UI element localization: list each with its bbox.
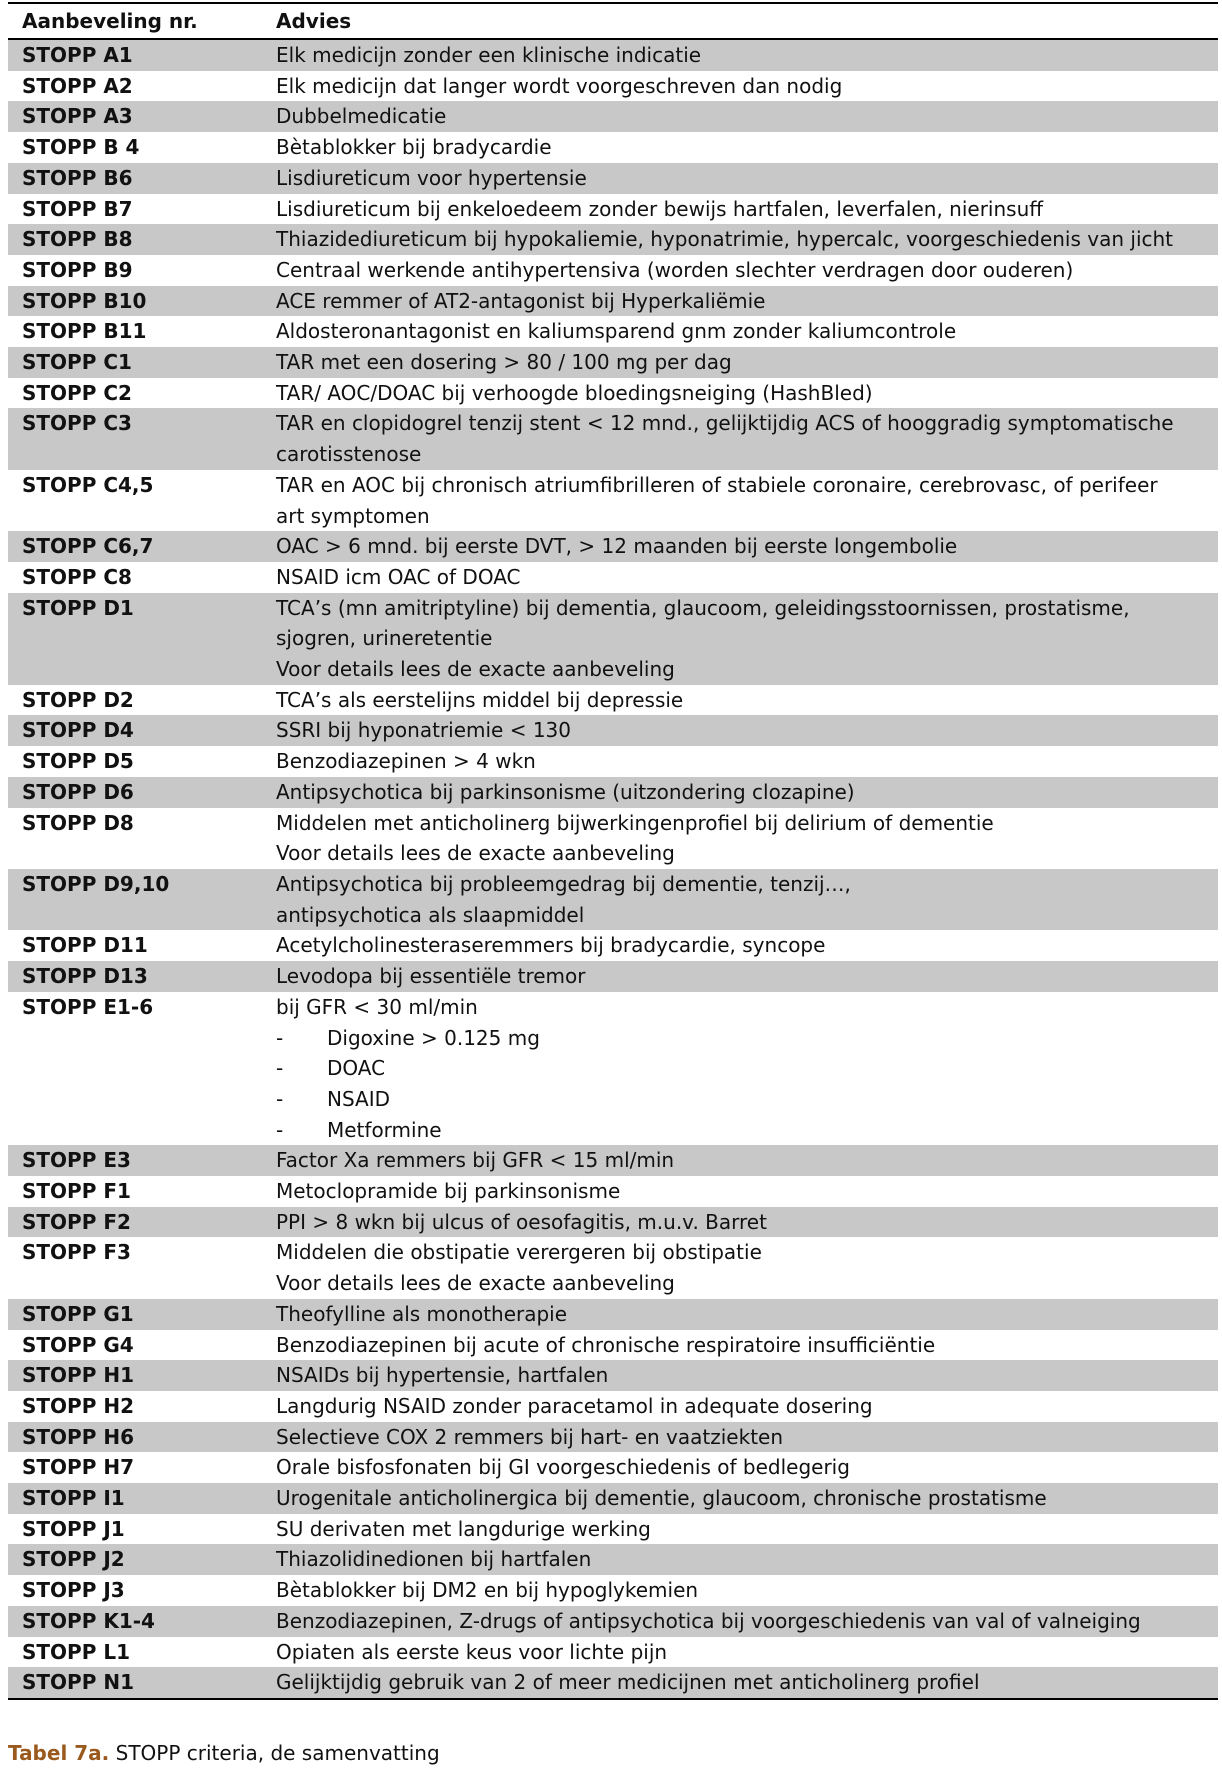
advice-text: Benzodiazepinen, Z-drugs of antipsychotica bij voorgeschiedenis van val of valneiging: [276, 1608, 1141, 1633]
table-row: [8, 746, 1218, 777]
table-row: [8, 132, 1218, 163]
advice-text: Levodopa bij essentiële tremor: [276, 964, 586, 989]
bullet-text: Digoxine > 0.125 mg: [327, 1025, 540, 1050]
recommendation-id: STOPP D1: [8, 593, 262, 685]
advice-cell: [262, 1514, 1218, 1545]
table-row: [8, 1606, 1218, 1637]
table-row: [8, 1237, 1218, 1298]
table-row: [8, 378, 1218, 409]
advice-text: Elk medicijn zonder een klinische indicatie: [276, 43, 702, 67]
advice-text: carotisstenose: [276, 442, 422, 467]
advice-text: OAC > 6 mnd. bij eerste DVT, > 12 maanden bij eerste longembolie: [276, 534, 958, 559]
advice-text: Middelen met anticholinerg bijwerkingenprofiel bij delirium of dementie: [276, 810, 994, 835]
advice-text: Selectieve COX 2 remmers bij hart- en vaatziekten: [276, 1424, 784, 1449]
advice-cell: [262, 562, 1218, 593]
advice-cell: [262, 39, 1218, 71]
recommendation-id: STOPP B11: [22, 319, 147, 344]
recommendation-id: STOPP D2: [22, 687, 134, 712]
advice-cell: [262, 777, 1218, 808]
table-row: [8, 1452, 1218, 1483]
table-row: [8, 715, 1218, 746]
column-header-advies: Advies: [262, 3, 1218, 39]
table-row: [8, 470, 1218, 531]
recommendation-id: STOPP D13: [8, 961, 262, 992]
recommendation-id: STOPP G4: [22, 1332, 134, 1357]
caption-text: STOPP criteria, de samenvatting: [109, 1741, 440, 1765]
table-row: [8, 1145, 1218, 1176]
advice-text: Antipsychotica bij parkinsonisme (uitzondering clozapine): [276, 779, 855, 804]
recommendation-id: STOPP B9: [22, 257, 133, 282]
advice-text: Benzodiazepinen > 4 wkn: [276, 749, 536, 774]
advice-cell: [262, 685, 1218, 716]
table-row: [8, 255, 1218, 286]
recommendation-id: STOPP C4,5: [22, 472, 154, 497]
table-body: [8, 39, 1218, 1699]
advice-text: PPI > 8 wkn bij ulcus of oesofagitis, m.u.v. Barret: [276, 1209, 767, 1234]
recommendation-id: STOPP H1: [8, 1360, 262, 1391]
advice-text: TAR en AOC bij chronisch atriumfibrilleren of stabiele coronaire, cerebrovasc, of perifeer: [276, 472, 1158, 497]
recommendation-id: STOPP L1: [22, 1639, 130, 1664]
advice-cell: [262, 1360, 1218, 1391]
recommendation-id: STOPP F3: [22, 1240, 131, 1265]
recommendation-id: STOPP J3: [22, 1578, 125, 1603]
recommendation-id: STOPP E1-6: [22, 994, 154, 1019]
recommendation-id: STOPP A2: [22, 73, 133, 98]
advice-cell: [262, 593, 1218, 685]
recommendation-id: STOPP A1: [8, 39, 262, 71]
table-row: [8, 1483, 1218, 1514]
advice-text: Gelijktijdig gebruik van 2 of meer medicijnen met anticholinerg profiel: [276, 1670, 980, 1695]
advice-cell: [262, 1422, 1218, 1453]
advice-text: Bètablokker bij DM2 en bij hypoglykemien: [276, 1578, 699, 1603]
advice-text: SU derivaten met langdurige werking: [276, 1516, 651, 1541]
advice-text: Bètablokker bij bradycardie: [276, 135, 552, 160]
advice-text: TAR met een dosering > 80 / 100 mg per dag: [276, 350, 732, 375]
advice-cell: [262, 961, 1218, 992]
recommendation-id: STOPP C1: [8, 347, 262, 378]
recommendation-id: STOPP J2: [8, 1544, 262, 1575]
advice-cell: [262, 286, 1218, 317]
recommendation-id: STOPP C2: [22, 380, 132, 405]
advice-cell: [262, 1606, 1218, 1637]
advice-text: Elk medicijn dat langer wordt voorgeschreven dan nodig: [276, 73, 843, 98]
advice-cell: [262, 316, 1218, 347]
table-row: [8, 1330, 1218, 1361]
advice-cell: [262, 1483, 1218, 1514]
advice-text: Orale bisfosfonaten bij GI voorgeschiedenis of bedlegerig: [276, 1455, 850, 1480]
advice-cell: [262, 869, 1218, 930]
bullet-text: NSAID: [327, 1086, 391, 1111]
recommendation-id: STOPP C6,7: [8, 531, 262, 562]
advice-cell: [262, 746, 1218, 777]
stopp-table: [8, 2, 1218, 1700]
table-row: [8, 930, 1218, 961]
table-row: [8, 1637, 1218, 1668]
recommendation-id: STOPP D11: [22, 933, 148, 958]
dash-bullet-icon: -: [276, 1117, 284, 1142]
advice-cell: [262, 1176, 1218, 1207]
recommendation-id: STOPP B 4: [22, 135, 140, 160]
advice-bullet-item: [276, 1084, 1218, 1115]
table-caption: [8, 1741, 440, 1765]
table-row: [8, 1667, 1218, 1699]
advice-cell: [262, 1330, 1218, 1361]
recommendation-id: STOPP G1: [8, 1299, 262, 1330]
table-row: [8, 347, 1218, 378]
recommendation-id: STOPP J1: [22, 1516, 125, 1541]
advice-cell: [262, 715, 1218, 746]
advice-cell: [262, 132, 1218, 163]
advice-bullet-item: [276, 1023, 1218, 1054]
table-row: [8, 562, 1218, 593]
advice-text: TAR en clopidogrel tenzij stent < 12 mnd., gelijktijdig ACS of hooggradig symptomatische: [276, 411, 1174, 436]
table-row: [8, 316, 1218, 347]
advice-cell: [262, 470, 1218, 531]
advice-cell: [262, 1299, 1218, 1330]
recommendation-id: STOPP C8: [22, 564, 132, 589]
advice-cell: [262, 1544, 1218, 1575]
advice-text: bij GFR < 30 ml/min: [276, 994, 478, 1019]
advice-cell: [262, 1145, 1218, 1176]
advice-text: Lisdiureticum voor hypertensie: [276, 165, 587, 190]
advice-text: art symptomen: [276, 503, 430, 528]
recommendation-id: STOPP E3: [8, 1145, 262, 1176]
advice-text: Centraal werkende antihypertensiva (worden slechter verdragen door ouderen): [276, 257, 1074, 282]
bullet-text: DOAC: [327, 1056, 386, 1081]
advice-cell: [262, 194, 1218, 225]
document: [8, 2, 1218, 1700]
advice-cell: [262, 163, 1218, 194]
advice-text: Thiazolidinedionen bij hartfalen: [276, 1547, 592, 1572]
table-row: [8, 194, 1218, 225]
advice-cell: [262, 1575, 1218, 1606]
advice-text: antipsychotica als slaapmiddel: [276, 902, 585, 927]
recommendation-id: STOPP F1: [22, 1179, 131, 1204]
table-row: [8, 808, 1218, 869]
recommendation-id: STOPP K1-4: [8, 1606, 262, 1637]
advice-text: Middelen die obstipatie verergeren bij obstipatie: [276, 1240, 762, 1265]
advice-cell: [262, 1452, 1218, 1483]
table-row: [8, 869, 1218, 930]
dash-bullet-icon: -: [276, 1025, 284, 1050]
advice-cell: [262, 1667, 1218, 1699]
advice-cell: [262, 378, 1218, 409]
advice-cell: [262, 1237, 1218, 1298]
table-row: [8, 1360, 1218, 1391]
advice-text: Urogenitale anticholinergica bij dementie, glaucoom, chronische prostatisme: [276, 1486, 1047, 1511]
advice-text: SSRI bij hyponatriemie < 130: [276, 718, 571, 743]
advice-text: NSAID icm OAC of DOAC: [276, 564, 521, 589]
column-header-aanbeveling: Aanbeveling nr.: [8, 3, 262, 39]
table-row: [8, 224, 1218, 255]
recommendation-id: STOPP H7: [22, 1455, 134, 1480]
advice-text: Langdurig NSAID zonder paracetamol in adequate dosering: [276, 1393, 873, 1418]
advice-text: sjogren, urineretentie: [276, 626, 493, 651]
advice-text: Theofylline als monotherapie: [276, 1301, 568, 1326]
table-row: [8, 593, 1218, 685]
recommendation-id: STOPP B6: [8, 163, 262, 194]
advice-text: NSAIDs bij hypertensie, hartfalen: [276, 1363, 609, 1388]
recommendation-id: STOPP D4: [8, 715, 262, 746]
advice-cell: [262, 930, 1218, 961]
recommendation-id: STOPP F2: [8, 1207, 262, 1238]
dash-bullet-icon: -: [276, 1086, 284, 1111]
advice-text: TCA’s als eerstelijns middel bij depressie: [276, 687, 684, 712]
recommendation-id: STOPP D6: [8, 777, 262, 808]
advice-text: Benzodiazepinen bij acute of chronische respiratoire insufficiëntie: [276, 1332, 936, 1357]
advice-cell: [262, 531, 1218, 562]
caption-label: Tabel 7a.: [8, 1741, 110, 1765]
recommendation-id: STOPP A3: [8, 101, 262, 132]
advice-text: Dubbelmedicatie: [276, 104, 447, 129]
table-row: [8, 1544, 1218, 1575]
table-row: [8, 408, 1218, 469]
advice-bullet-item: [276, 1053, 1218, 1084]
advice-cell: [262, 71, 1218, 102]
advice-text: Aldosteronantagonist en kaliumsparend gnm zonder kaliumcontrole: [276, 319, 957, 344]
advice-cell: [262, 808, 1218, 869]
advice-cell: [262, 1637, 1218, 1668]
advice-text: Lisdiureticum bij enkeloedeem zonder bewijs hartfalen, leverfalen, nierinsuff: [276, 196, 1044, 221]
table-row: [8, 101, 1218, 132]
advice-text: Acetylcholinesteraseremmers bij bradycardie, syncope: [276, 933, 826, 958]
dash-bullet-icon: -: [276, 1056, 284, 1081]
advice-cell: [262, 255, 1218, 286]
recommendation-id: STOPP B8: [8, 224, 262, 255]
advice-text: Voor details lees de exacte aanbeveling: [276, 841, 675, 866]
table-row: [8, 685, 1218, 716]
table-row: [8, 531, 1218, 562]
table-row: [8, 286, 1218, 317]
table-row: [8, 992, 1218, 1146]
table-row: [8, 1176, 1218, 1207]
recommendation-id: STOPP I1: [8, 1483, 262, 1514]
advice-text: Opiaten als eerste keus voor lichte pijn: [276, 1639, 668, 1664]
recommendation-id: STOPP D9,10: [8, 869, 262, 930]
table-row: [8, 71, 1218, 102]
recommendation-id: STOPP D5: [22, 749, 134, 774]
advice-text: Antipsychotica bij probleemgedrag bij dementie, tenzij…,: [276, 871, 851, 896]
table-row: [8, 961, 1218, 992]
recommendation-id: STOPP H2: [22, 1393, 134, 1418]
recommendation-id: STOPP H6: [8, 1422, 262, 1453]
table-row: [8, 1422, 1218, 1453]
recommendation-id: STOPP C3: [8, 408, 262, 469]
advice-cell: [262, 224, 1218, 255]
advice-text: TCA’s (mn amitriptyline) bij dementia, glaucoom, geleidingsstoornissen, prostatisme,: [276, 595, 1130, 620]
table-row: [8, 1514, 1218, 1545]
recommendation-id: STOPP N1: [8, 1667, 262, 1699]
advice-text: ACE remmer of AT2-antagonist bij Hyperkaliëmie: [276, 288, 766, 313]
advice-cell: [262, 1207, 1218, 1238]
advice-cell: [262, 1391, 1218, 1422]
advice-text: Thiazidediureticum bij hypokaliemie, hyponatrimie, hypercalc, voorgeschiedenis van jicht: [276, 227, 1174, 252]
advice-text: Voor details lees de exacte aanbeveling: [276, 1271, 675, 1296]
table-row: [8, 1207, 1218, 1238]
advice-cell: [262, 101, 1218, 132]
advice-cell: [262, 347, 1218, 378]
bullet-text: Metformine: [327, 1117, 442, 1142]
advice-text: Factor Xa remmers bij GFR < 15 ml/min: [276, 1148, 675, 1173]
table-row: [8, 163, 1218, 194]
table-row: [8, 1575, 1218, 1606]
table-row: [8, 39, 1218, 71]
table-row: [8, 777, 1218, 808]
recommendation-id: STOPP B10: [8, 286, 262, 317]
advice-bullet-item: [276, 1115, 1218, 1146]
advice-text: Metoclopramide bij parkinsonisme: [276, 1179, 621, 1204]
table-row: [8, 1391, 1218, 1422]
advice-text: Voor details lees de exacte aanbeveling: [276, 657, 675, 682]
advice-text: TAR/ AOC/DOAC bij verhoogde bloedingsneiging (HashBled): [276, 380, 873, 405]
table-header-row: [8, 3, 1218, 39]
table-row: [8, 1299, 1218, 1330]
advice-cell: [262, 408, 1218, 469]
recommendation-id: STOPP D8: [22, 810, 134, 835]
recommendation-id: STOPP B7: [22, 196, 133, 221]
advice-cell: [262, 992, 1218, 1146]
